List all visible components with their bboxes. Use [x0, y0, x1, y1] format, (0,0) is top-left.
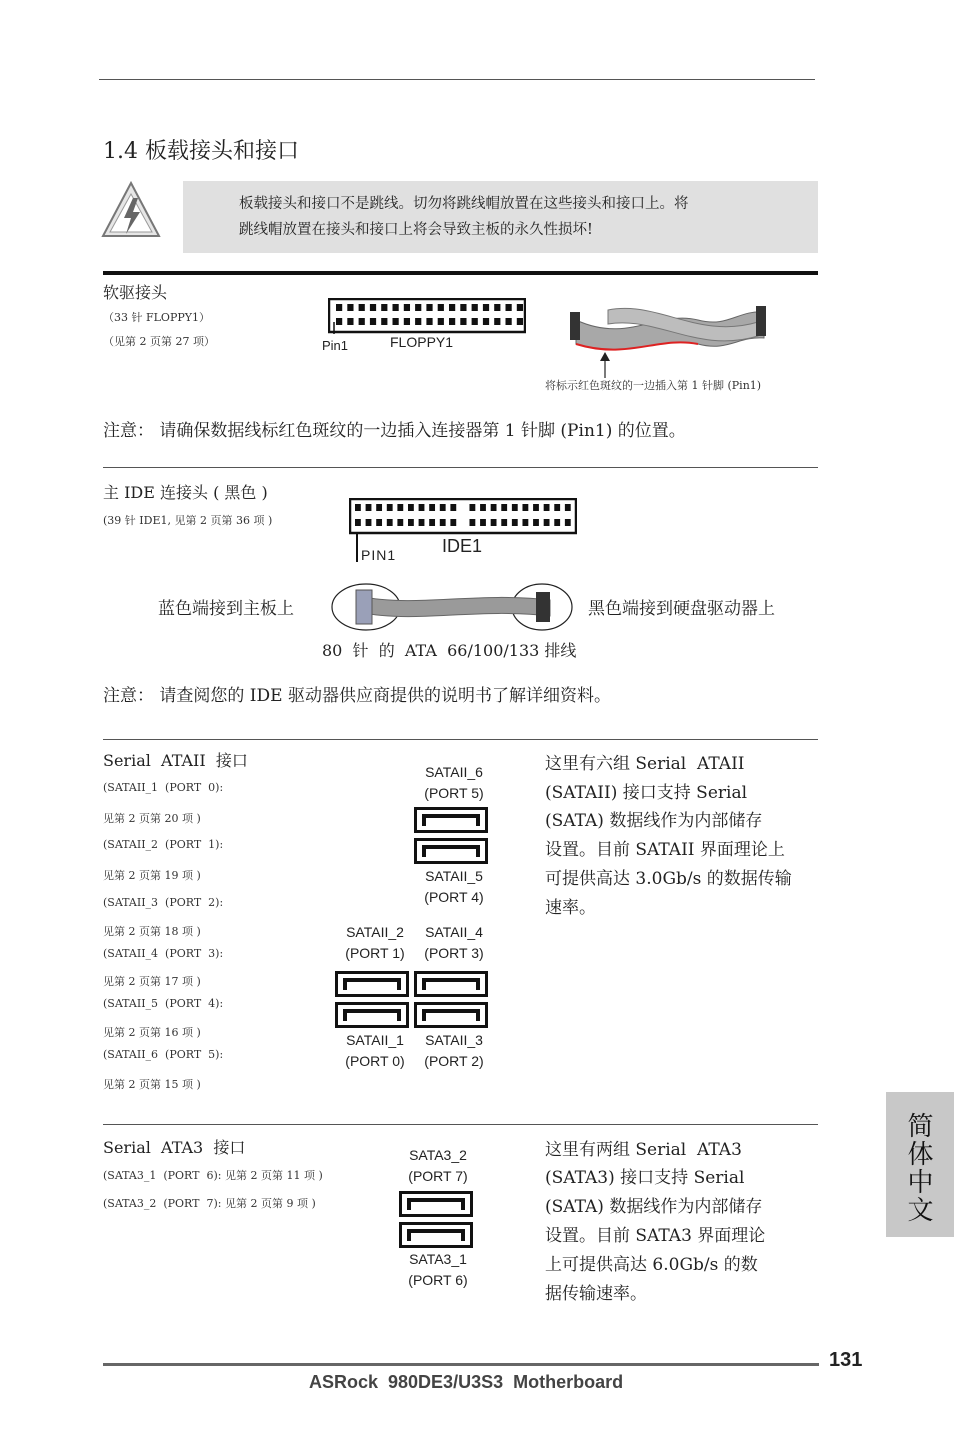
- sataii-line: 见第 2 页第 20 项 ): [103, 812, 201, 825]
- sata-port-connector: [335, 1002, 409, 1028]
- connector-pin: [415, 318, 421, 325]
- sataii-line: 见第 2 页第 18 项 ): [103, 925, 201, 938]
- connector-pin: [381, 304, 387, 311]
- floppy-pins: （33 针 FLOPPY1）: [103, 311, 211, 324]
- connector-pin: [472, 318, 478, 325]
- connector-pin: [387, 504, 393, 511]
- port-number: (PORT 3): [424, 945, 484, 961]
- sata-port-connector: [414, 1002, 488, 1028]
- port-label: [414, 866, 494, 908]
- port-number: (PORT 7): [408, 1168, 468, 1184]
- port-label: [336, 1030, 414, 1072]
- connector-pin: [408, 504, 414, 511]
- connector-pin: [370, 304, 376, 311]
- port-number: (PORT 0): [345, 1053, 405, 1069]
- port-label: [398, 1145, 478, 1187]
- connector-pin: [336, 304, 342, 311]
- connector-pin: [397, 519, 403, 526]
- ide-ref: (39 针 IDE1, 见第 2 页第 36 项 ): [103, 514, 273, 527]
- connector-pin: [469, 519, 475, 526]
- top-rule: [99, 79, 815, 80]
- port-name: SATAII_4: [425, 924, 483, 940]
- connector-pin: [517, 304, 523, 311]
- sata3-line: (SATA3_1 (PORT 6): 见第 2 页第 11 项 ): [103, 1169, 323, 1182]
- sataii-line: (SATAII_4 (PORT 3):: [103, 947, 224, 960]
- sata3-desc-line: 这里有两组 Serial ATA3: [545, 1140, 742, 1160]
- sataii-desc-line: 可提供高达 3.0Gb/s 的数据传输: [545, 869, 792, 889]
- connector-pin: [347, 318, 353, 325]
- connector-pin: [491, 504, 497, 511]
- connector-pin: [494, 318, 500, 325]
- sata-port-shape: [414, 807, 488, 833]
- connector-pin: [450, 504, 456, 511]
- sata3-desc-line: (SATA) 数据线作为内部储存: [545, 1197, 763, 1217]
- port-number: (PORT 2): [424, 1053, 484, 1069]
- ide-blue-end-label: 蓝色端接到主板上: [158, 599, 294, 619]
- connector-pin: [517, 318, 523, 325]
- connector-pin: [506, 318, 512, 325]
- sata-port-shape: [399, 1222, 473, 1248]
- connector-pin: [387, 519, 393, 526]
- connector-pin: [336, 318, 342, 325]
- port-number: (PORT 5): [424, 785, 484, 801]
- connector-pin: [554, 519, 560, 526]
- connector-pin: [426, 318, 432, 325]
- connector-pin: [440, 519, 446, 526]
- sataii-title: Serial ATAII 接口: [103, 751, 248, 770]
- connector-pin: [480, 504, 486, 511]
- page-number: 131: [829, 1349, 863, 1371]
- connector-pin: [404, 304, 410, 311]
- connector-pin: [355, 504, 361, 511]
- sataii-desc-line: (SATAII) 接口支持 Serial: [545, 783, 748, 803]
- connector-pin: [460, 304, 466, 311]
- ide-pin1-marker: [356, 534, 358, 562]
- connector-pin: [449, 318, 455, 325]
- section-title: 1.4 板载接头和接口: [103, 139, 299, 164]
- sata3-desc-line: (SATA3) 接口支持 Serial: [545, 1168, 745, 1188]
- connector-pin: [491, 519, 497, 526]
- connector-pin: [429, 504, 435, 511]
- sataii-desc-line: 速率。: [545, 898, 596, 918]
- connector-pin: [512, 504, 518, 511]
- floppy-rule: [103, 271, 818, 275]
- sata-port-connector: [335, 971, 409, 997]
- connector-pin: [469, 504, 475, 511]
- connector-pin: [419, 504, 425, 511]
- connector-pin: [460, 318, 466, 325]
- sata3-desc-line: 据传输速率。: [545, 1284, 647, 1304]
- footer-rule: [103, 1363, 819, 1366]
- sata3-desc-line: 上可提供高达 6.0Gb/s 的数: [545, 1255, 758, 1275]
- connector-pin: [438, 304, 444, 311]
- port-name: SATA3_2: [409, 1147, 467, 1163]
- connector-pin: [347, 304, 353, 311]
- connector-pin: [483, 304, 489, 311]
- port-number: (PORT 6): [408, 1272, 468, 1288]
- sataii-line: (SATAII_1 (PORT 0):: [103, 781, 224, 794]
- connector-pin: [522, 519, 528, 526]
- sata3-desc-line: 设置。目前 SATA3 界面理论: [545, 1226, 766, 1246]
- port-name: SATAII_6: [425, 764, 483, 780]
- floppy-pin1-label: Pin1: [322, 338, 349, 353]
- ide-rule: [103, 467, 818, 468]
- floppy-connector: [328, 298, 526, 334]
- sataii-line: 见第 2 页第 17 项 ): [103, 975, 201, 988]
- connector-pin: [370, 318, 376, 325]
- floppy-title: 软驱接头: [103, 283, 168, 302]
- connector-pin: [506, 304, 512, 311]
- connector-pin: [408, 519, 414, 526]
- floppy-note: 注意： 请确保数据线标红色斑纹的一边插入连接器第 1 针脚 (Pin1) 的位置。: [103, 421, 686, 441]
- connector-pin: [359, 318, 365, 325]
- connector-pin: [381, 318, 387, 325]
- sata3-title: Serial ATA3 接口: [103, 1138, 246, 1157]
- sata3-rule: [103, 1124, 818, 1125]
- ide-connector: [349, 498, 577, 535]
- sata-port-shape: [335, 971, 409, 997]
- connector-pin: [533, 504, 539, 511]
- sata3-port-connector: [399, 1191, 473, 1217]
- sataii-line: (SATAII_2 (PORT 1):: [103, 838, 224, 851]
- sata3-port-connector: [399, 1222, 473, 1248]
- arrow-up-icon: [599, 352, 611, 378]
- connector-pin: [415, 304, 421, 311]
- connector-pin: [483, 318, 489, 325]
- port-label: [414, 1030, 494, 1072]
- connector-pin: [376, 504, 382, 511]
- port-name: SATA3_1: [409, 1251, 467, 1267]
- connector-pin: [429, 519, 435, 526]
- sata-port-connector: [414, 807, 488, 833]
- connector-pin: [393, 318, 399, 325]
- port-label: [414, 922, 494, 964]
- connector-pin: [355, 519, 361, 526]
- sataii-desc-line: 设置。目前 SATAII 界面理论上: [545, 840, 785, 860]
- sataii-line: (SATAII_5 (PORT 4):: [103, 997, 224, 1010]
- sataii-line: 见第 2 页第 19 项 ): [103, 869, 201, 882]
- port-name: SATAII_1: [346, 1032, 404, 1048]
- connector-pin: [426, 304, 432, 311]
- connector-pin: [512, 519, 518, 526]
- sataii-line: (SATAII_6 (PORT 5):: [103, 1048, 224, 1061]
- sataii-line: 见第 2 页第 15 项 ): [103, 1078, 201, 1091]
- sata-port-shape: [399, 1191, 473, 1217]
- connector-pin: [404, 318, 410, 325]
- connector-pin: [419, 519, 425, 526]
- caution-box: [183, 181, 818, 253]
- floppy-connector-label: FLOPPY1: [390, 334, 454, 350]
- ide-cable-caption: 80 针 的 ATA 66/100/133 排线: [322, 641, 577, 660]
- floppy-cable-caption: 将标示红色斑纹的一边插入第 1 针脚 (Pin1): [545, 379, 762, 392]
- port-name: SATAII_5: [425, 868, 483, 884]
- sataii-line: (SATAII_3 (PORT 2):: [103, 896, 224, 909]
- footer-title: ASRock 980DE3/U3S3 Motherboard: [309, 1372, 624, 1392]
- sataii-line: 见第 2 页第 16 项 ): [103, 1026, 201, 1039]
- port-name: SATAII_3: [425, 1032, 483, 1048]
- connector-pin: [501, 519, 507, 526]
- sataii-desc-line: 这里有六组 Serial ATAII: [545, 754, 745, 774]
- port-label: [336, 922, 414, 964]
- connector-pin: [366, 504, 372, 511]
- port-number: (PORT 4): [424, 889, 484, 905]
- connector-pin: [359, 304, 365, 311]
- floppy-cable-image: [568, 300, 768, 356]
- connector-pin: [397, 504, 403, 511]
- ide-cable-image: [330, 582, 575, 632]
- connector-pin: [533, 519, 539, 526]
- connector-pin: [450, 519, 456, 526]
- ide-black-end-label: 黑色端接到硬盘驱动器上: [588, 599, 775, 619]
- sata-port-connector: [414, 838, 488, 864]
- connector-pin: [480, 519, 486, 526]
- sata-port-shape: [335, 1002, 409, 1028]
- connector-pin: [494, 304, 500, 311]
- connector-pin: [376, 519, 382, 526]
- caution-line-1: 板载接头和接口不是跳线。切勿将跳线帽放置在这些接头和接口上。将: [239, 196, 689, 212]
- sata-port-shape: [414, 838, 488, 864]
- port-label: [414, 762, 494, 804]
- sata-port-shape: [414, 1002, 488, 1028]
- sata-port-connector: [414, 971, 488, 997]
- connector-pin: [544, 519, 550, 526]
- language-side-tab-label: 简体中文: [903, 1112, 933, 1224]
- connector-pin: [565, 504, 571, 511]
- connector-pin: [449, 304, 455, 311]
- warning-icon: [100, 180, 162, 240]
- ide-pin1-label: PIN1: [361, 547, 397, 563]
- sata-port-shape: [414, 971, 488, 997]
- connector-pin: [565, 519, 571, 526]
- port-number: (PORT 1): [345, 945, 405, 961]
- connector-pin: [522, 504, 528, 511]
- caution-line-2: 跳线帽放置在接头和接口上将会导致主板的永久性损坏!: [239, 222, 593, 238]
- sataii-desc-line: (SATA) 数据线作为内部储存: [545, 811, 763, 831]
- port-label: [398, 1249, 478, 1291]
- connector-pin: [554, 504, 560, 511]
- ide-title: 主 IDE 连接头 ( 黑色 ): [103, 483, 268, 502]
- sataii-rule: [103, 739, 818, 740]
- floppy-ref: （见第 2 页第 27 项）: [103, 335, 215, 348]
- connector-pin: [501, 504, 507, 511]
- ide-note: 注意： 请查阅您的 IDE 驱动器供应商提供的说明书了解详细资料。: [103, 686, 611, 706]
- connector-pin: [393, 304, 399, 311]
- port-name: SATAII_2: [346, 924, 404, 940]
- connector-pin: [438, 318, 444, 325]
- sata3-line: (SATA3_2 (PORT 7): 见第 2 页第 9 项 ): [103, 1197, 316, 1210]
- language-side-tab: [886, 1092, 954, 1237]
- connector-pin: [440, 504, 446, 511]
- connector-pin: [472, 304, 478, 311]
- connector-pin: [544, 504, 550, 511]
- connector-pin: [366, 519, 372, 526]
- ide-connector-label: IDE1: [442, 536, 483, 556]
